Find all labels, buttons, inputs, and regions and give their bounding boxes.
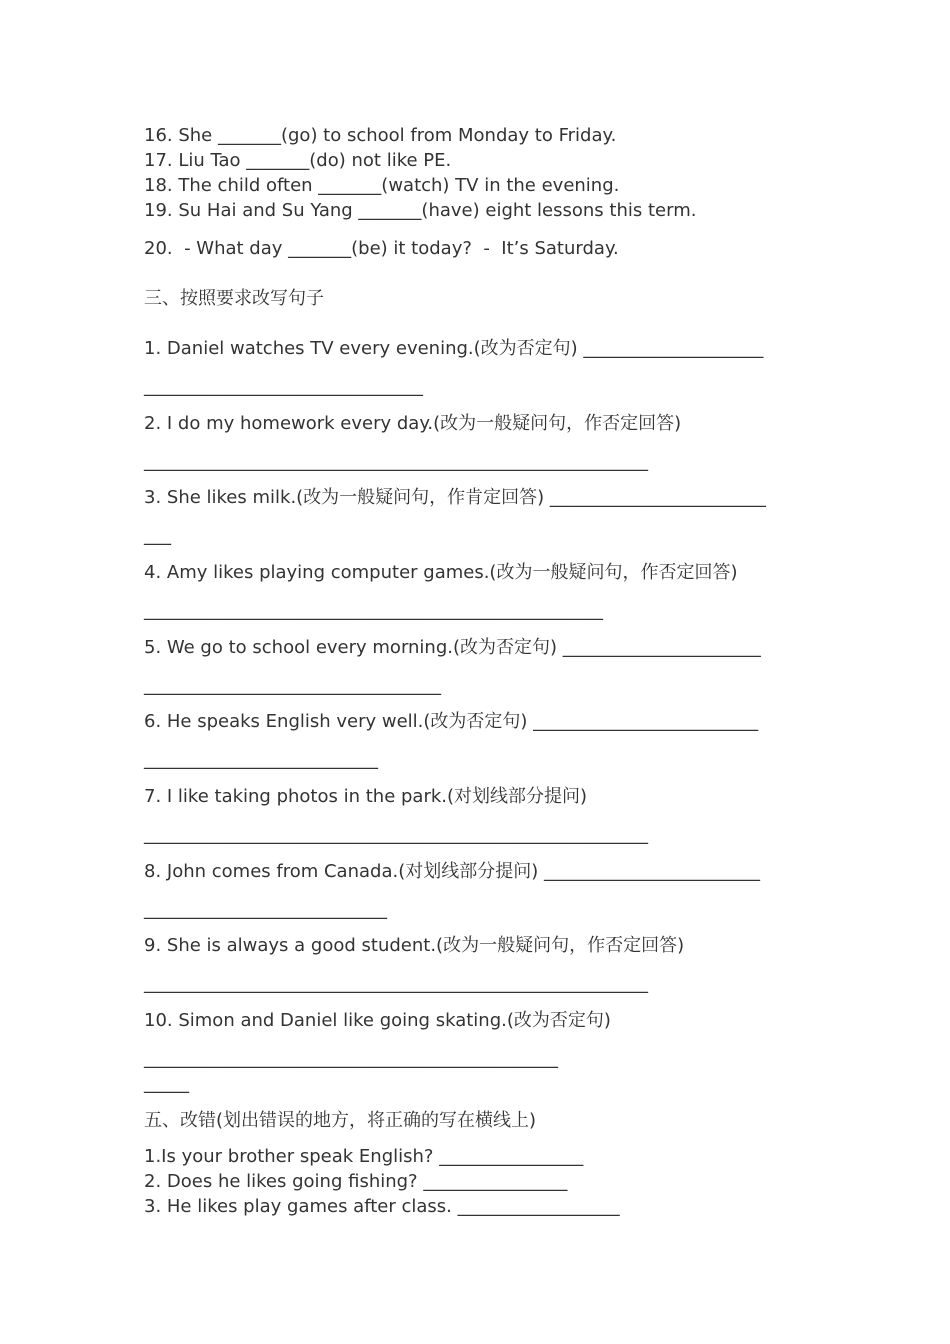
fill-in-item: 17. Liu Tao _______(do) not like PE. xyxy=(144,150,452,171)
answer-line: _______________________________ xyxy=(144,376,423,397)
answer-line: ________________________________________________________ xyxy=(144,973,648,994)
question: 1. Daniel watches TV every evening.(改为否定句) ____________________ xyxy=(144,338,764,359)
answer-line: _____ xyxy=(144,1073,189,1094)
answer-line: __________________________ xyxy=(144,749,378,770)
answer-line: ___________________________ xyxy=(144,899,387,920)
answer-line: ________________________________________________________ xyxy=(144,451,648,472)
answer-line: _________________________________ xyxy=(144,675,441,696)
question: 4. Amy likes playing computer games.(改为一般疑问句，作否定回答) xyxy=(144,562,738,583)
fill-in-item: 18. The child often _______(watch) TV in the evening. xyxy=(144,175,620,196)
question: 8. John comes from Canada.(对划线部分提问) ________________________ xyxy=(144,861,760,882)
question: 7. I like taking photos in the park.(对划线部分提问) xyxy=(144,786,588,807)
answer-line: ________________________________________________________ xyxy=(144,824,648,845)
question: 5. We go to school every morning.(改为否定句) ______________________ xyxy=(144,637,761,658)
question: 2. I do my homework every day.(改为一般疑问句，作否定回答) xyxy=(144,413,682,434)
answer-line: ___________________________________________________ xyxy=(144,600,603,621)
section-heading: 三、按照要求改写句子 xyxy=(144,288,324,309)
answer-line: ______________________________________________ xyxy=(144,1048,558,1069)
fill-in-item: 19. Su Hai and Su Yang _______(have) eight lessons this term. xyxy=(144,200,697,221)
correction-item: 3. He likes play games after class. __________________ xyxy=(144,1196,620,1217)
section-heading: 五、改错(划出错误的地方，将正确的写在横线上) xyxy=(144,1110,537,1131)
fill-in-item: 16. She _______(go) to school from Monday to Friday. xyxy=(144,125,617,146)
question: 3. She likes milk.(改为一般疑问句，作肯定回答) ________________________ xyxy=(144,487,766,508)
fill-in-item: 20. - What day _______(be) it today? - It’s Saturday. xyxy=(144,238,619,259)
question: 9. She is always a good student.(改为一般疑问句，作否定回答) xyxy=(144,935,685,956)
answer-line: ___ xyxy=(144,525,171,546)
question: 10. Simon and Daniel like going skating.(改为否定句) xyxy=(144,1010,611,1031)
correction-item: 2. Does he likes going fishing? ________________ xyxy=(144,1171,568,1192)
question: 6. He speaks English very well.(改为否定句) _________________________ xyxy=(144,711,759,732)
correction-item: 1.Is your brother speak English? ________________ xyxy=(144,1146,584,1167)
